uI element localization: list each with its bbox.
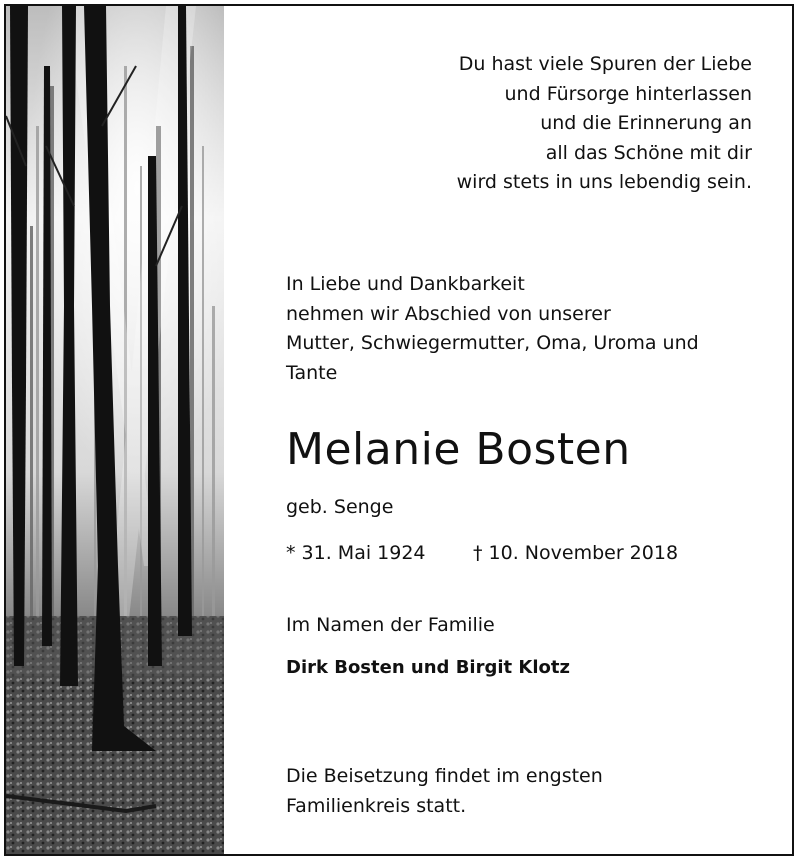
intro-line: In Liebe und Dankbarkeit	[286, 273, 525, 295]
funeral-note	[286, 762, 603, 821]
obituary-frame	[4, 4, 794, 856]
poem-line: Du hast viele Spuren der Liebe	[458, 53, 752, 75]
family-names: Dirk Bosten und Birgit Klotz	[286, 657, 570, 678]
intro-line: Mutter, Schwiegermutter, Oma, Uroma und	[286, 332, 699, 354]
birth-date: * 31. Mai 1924	[286, 542, 426, 564]
poem-line: wird stets in uns lebendig sein.	[456, 171, 752, 193]
intro-text	[286, 270, 699, 388]
poem	[457, 50, 752, 198]
poem-line: und die Erinnerung an	[540, 112, 752, 134]
intro-line: nehmen wir Abschied von unserer	[286, 302, 611, 325]
intro-line: Tante	[286, 361, 338, 384]
funeral-line: Die Beisetzung findet im engsten	[286, 765, 603, 787]
forest-photo	[6, 6, 224, 854]
poem-line: all das Schöne mit dir	[545, 141, 752, 164]
death-date: † 10. November 2018	[473, 542, 679, 564]
poem-line: und Fürsorge hinterlassen	[504, 82, 752, 105]
deceased-name: Melanie Bosten	[286, 424, 631, 475]
family-label: Im Namen der Familie	[286, 614, 495, 636]
maiden-name: geb. Senge	[286, 496, 394, 518]
funeral-line: Familienkreis statt.	[286, 794, 467, 817]
